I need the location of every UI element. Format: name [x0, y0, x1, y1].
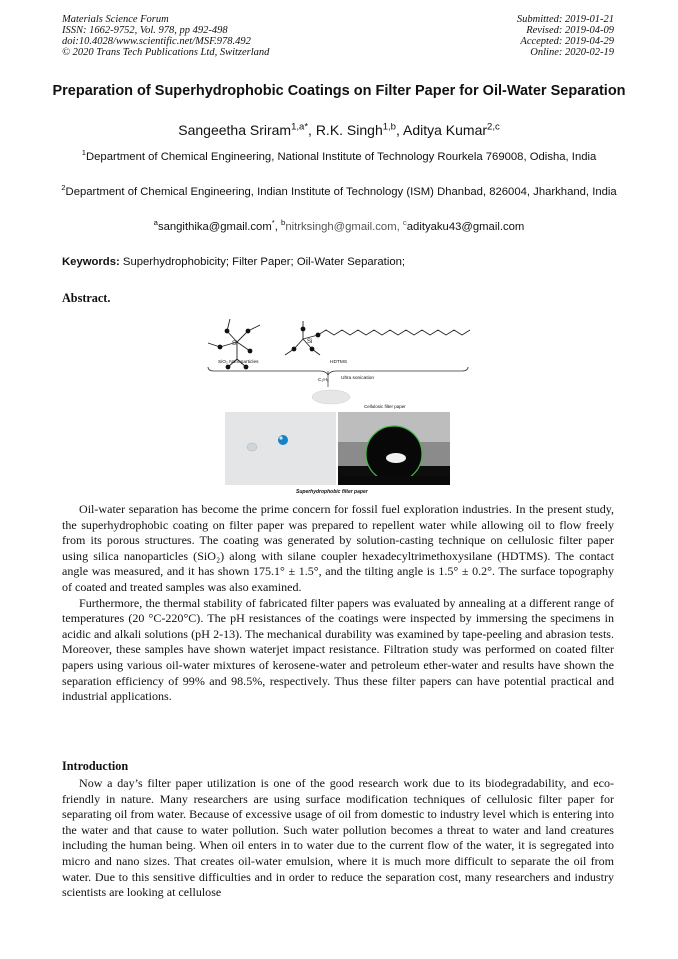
- c2h5-label: C₂H₅: [318, 378, 329, 383]
- author-name: Aditya Kumar: [403, 122, 488, 138]
- droplet-reflection: [386, 453, 406, 463]
- keywords-text: Superhydrophobicity; Filter Paper; Oil-Water Separation;: [119, 256, 406, 268]
- issn: ISSN: 1662-9752, Vol. 978, pp 492-498: [62, 25, 228, 36]
- affiliation-1: [60, 150, 618, 165]
- author-emails: [40, 218, 638, 233]
- introduction-heading: Introduction: [62, 759, 129, 773]
- droplet-photo: [225, 412, 336, 485]
- affiliation-2: [60, 185, 618, 200]
- abstract-body: [62, 502, 614, 705]
- author-sup: 1,b: [382, 121, 396, 133]
- droplet-highlight: [279, 436, 282, 439]
- journal-header: [62, 14, 269, 58]
- water-droplet-clear: [247, 443, 257, 451]
- author-name: R.K. Singh: [315, 122, 383, 138]
- cellulosic-label: Cellulosic filter paper: [364, 404, 406, 409]
- abstract-paragraph: Furthermore, the thermal stability of fabricated filter papers was evaluated by annealing at a different range of temperatures (20 °C-220°C). The pH resistances of the coatings were inspected by immersing the specimens in acidic and alkali solutions (pH 2-13). The mechanical durability was examined by tape-peeling and abrasion tests. Moreover, these samples have shown waterjet impact resistance. Filtration study was performed on coated filter papers using various oil-water mixtures of kerosene-water and petroleum ether-water and results have shown the separation efficiency of 99% and 98.5%, respectively. Thus these filter papers can have potential practical and industrial applications.: [62, 595, 614, 704]
- online-date: Online: 2020-02-19: [530, 47, 614, 58]
- journal-name: Materials Science Forum: [62, 14, 169, 25]
- hdtms-atoms: [292, 327, 321, 352]
- email-b[interactable]: nitrksingh@gmail.com: [285, 221, 397, 233]
- introduction-paragraph: Now a day’s filter paper utilization is one of the good research work due to its biodegradability, and eco-friendly in nature. Many researchers are using surface modification techniques of cellulosic filter paper for separating oil from water. Because of excessive usage of oil from domestic to industry level which is entering into the water and that cause to water pollution. Such water pollution becomes a threat to water and land creatures including the human being. When oil enters in to water due to the current flow of the water, it is segregated into micro and nano sizes. That creates oil-water emulsion, where it is much more difficult to separate the oil from water. Due to this sensitive difficulties and in order to reduce the separation cost, many researchers and industry scientists are looking at cellulose: [62, 776, 614, 900]
- abstract-paragraph: Oil-water separation has become the prime concern for fossil fuel exploration industries. In the present study, the superhydrophobic coating on filter paper was prepared to repellent water while allowing oil to flow freely from its porous structures. The coating was generated by solution-casting technique on cellulosic filter paper using silica nanoparticles (SiO₂) along with silane coupler hexadecyltrimethoxysilane (HDTMS). The contact angle was measured, and it has shown 175.1° ± 1.5°, and the tilting angle is 1.5° ± 0.2°. The surface topography of coated and treated samples was also examined.: [62, 502, 614, 594]
- filter-paper-disc: [312, 390, 350, 404]
- graphical-abstract-figure: [200, 309, 475, 501]
- email-sup: c: [402, 218, 407, 228]
- sio2-label: SiO₂ Nanoparticles: [218, 360, 259, 365]
- si-label-1: Si: [232, 341, 238, 347]
- dates-header: [517, 14, 614, 58]
- introduction-body: [62, 776, 614, 901]
- email-a[interactable]: sangithika@gmail.com: [157, 221, 272, 233]
- figure-caption: Superhydrophobic filter paper: [296, 489, 368, 495]
- email-separator: ,: [396, 221, 403, 233]
- substrate: [338, 476, 450, 485]
- accepted-date: Accepted: 2019-04-29: [520, 36, 614, 47]
- doi: doi:10.4028/www.scientific.net/MSF.978.492: [62, 36, 251, 47]
- affiliation-text: Department of Chemical Engineering, Indian Institute of Technology (ISM) Dhanbad, 826004, Jharkhand, India: [65, 186, 617, 198]
- paper-title: Preparation of Superhydrophobic Coatings on Filter Paper for Oil-Water Separation: [52, 83, 626, 99]
- email-sup: b: [281, 218, 286, 228]
- keywords-label: Keywords:: [62, 256, 120, 268]
- author-name: Sangeetha Sriram: [178, 122, 292, 138]
- email-sup: a: [153, 218, 158, 228]
- abstract-heading: Abstract.: [62, 291, 111, 305]
- affiliation-sup: 2: [61, 183, 66, 193]
- water-droplet-blue: [278, 435, 288, 445]
- revised-date: Revised: 2019-04-09: [526, 25, 614, 36]
- authors: Sangeetha Sriram$^{1,a*}$, R.K. Singh$^{1,b}$, Aditya Kumar$^{2,c}$: [178, 121, 500, 138]
- hdtms-label: HDTMS: [330, 360, 348, 365]
- email-c[interactable]: adityaku43@gmail.com: [406, 221, 525, 233]
- si-label-2: Si: [307, 339, 313, 345]
- ultrasonication-label: Ultra sonication: [341, 376, 375, 381]
- affiliation-text: Department of Chemical Engineering, National Institute of Technology Rourkela 769008, Odisha, India: [85, 151, 597, 163]
- author-sup: 2,c: [487, 121, 500, 133]
- author-sup: 1,a*: [291, 121, 309, 133]
- email-separator: ,: [274, 221, 282, 233]
- copyright: © 2020 Trans Tech Publications Ltd, Switzerland: [62, 47, 270, 58]
- submitted-date: Submitted: 2019-01-21: [516, 14, 614, 25]
- corresponding-mark: *: [271, 218, 275, 228]
- keywords: [62, 256, 405, 268]
- affiliation-sup: 1: [81, 148, 86, 158]
